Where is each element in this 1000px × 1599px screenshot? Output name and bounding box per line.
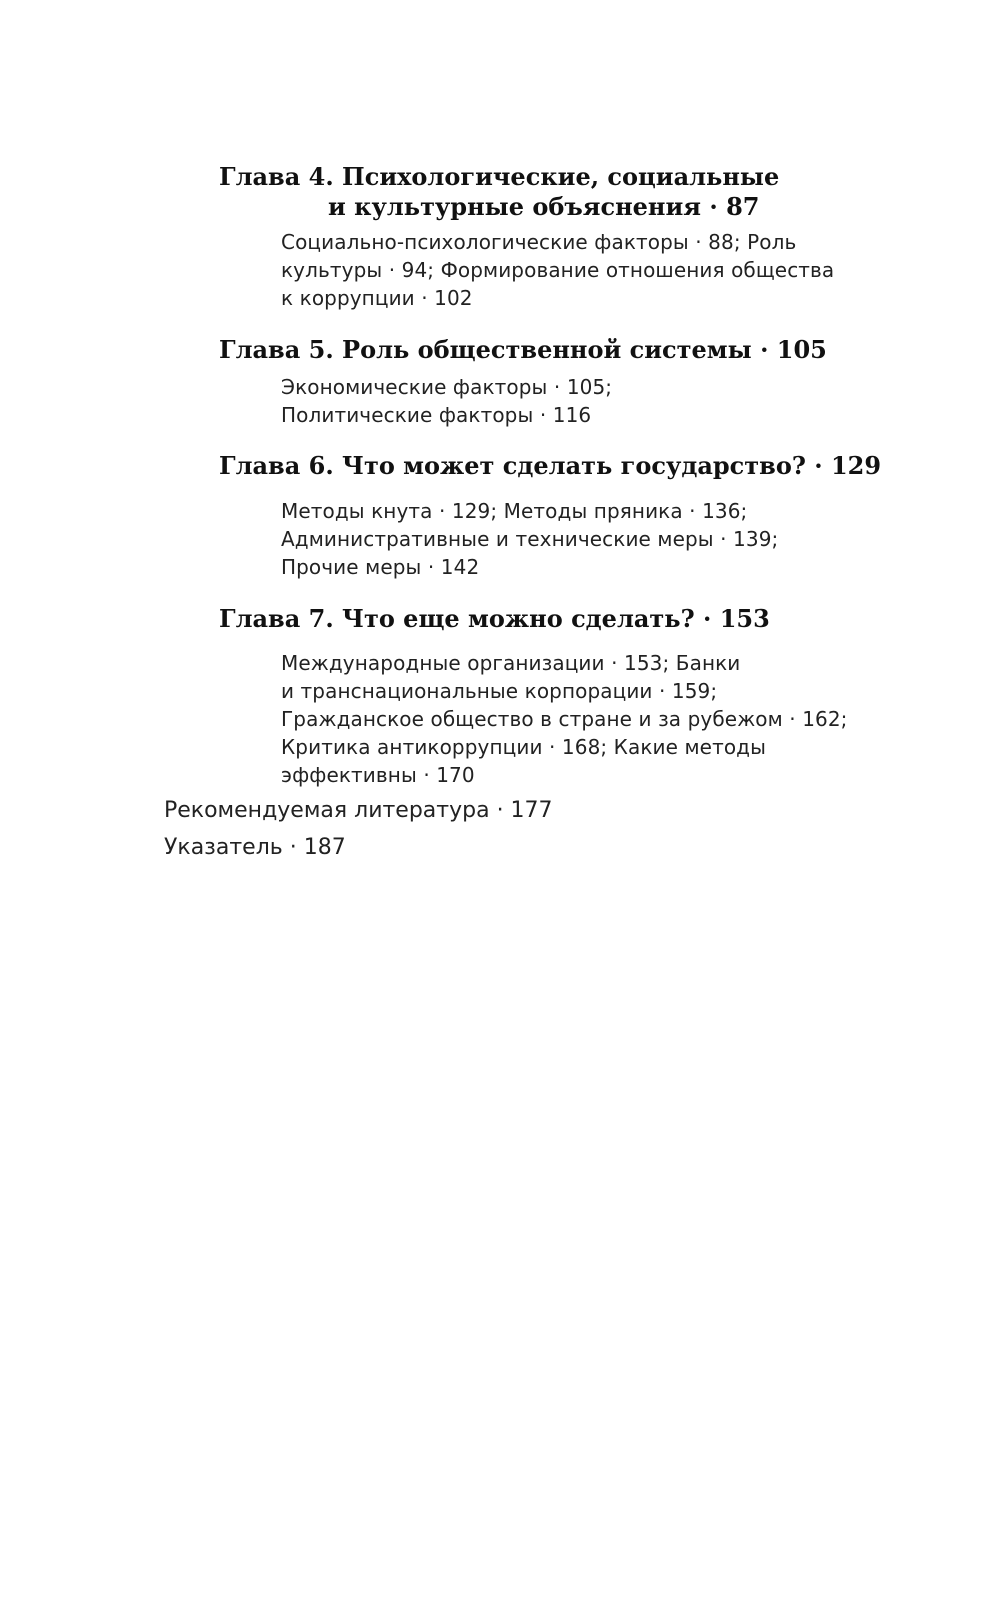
chapter-6-section-line: Административные и технические меры · 139; [281, 527, 779, 551]
backmatter-recommended-literature: Рекомендуемая литература · 177 [164, 798, 553, 823]
chapter-7-section-line: Международные организации · 153; Банки [281, 651, 741, 675]
backmatter-index: Указатель · 187 [164, 835, 346, 860]
chapter-7-section-line: эффективны · 170 [281, 763, 475, 787]
chapter-5-title-line1: Глава 5. Роль общественной системы · 105 [219, 335, 827, 364]
chapter-6-sections [281, 497, 778, 581]
chapter-6-title [219, 451, 881, 481]
chapter-7-title [219, 604, 770, 634]
chapter-6-section-line: Методы кнута · 129; Методы пряника · 136; [281, 499, 748, 523]
chapter-6-title-line1: Глава 6. Что может сделать государство? · 129 [219, 451, 882, 480]
chapter-4-section-line: культуры · 94; Формирование отношения общества [281, 258, 835, 282]
chapter-4-section-line: к коррупции · 102 [281, 286, 473, 310]
chapter-4-title-line1: Глава 4. Психологические, социальные [219, 162, 780, 191]
chapter-4-sections [281, 228, 834, 312]
chapter-4-section-line: Социально-психологические факторы · 88; Роль [281, 230, 797, 254]
chapter-4-title [219, 162, 779, 222]
chapter-5-title [219, 335, 827, 365]
chapter-5-sections [281, 373, 612, 429]
chapter-6-section-line: Прочие меры · 142 [281, 555, 480, 579]
chapter-5-section-line: Политические факторы · 116 [281, 403, 592, 427]
chapter-7-sections [281, 649, 848, 789]
chapter-7-title-line1: Глава 7. Что еще можно сделать? · 153 [219, 604, 770, 633]
chapter-7-section-line: и транснациональные корпорации · 159; [281, 679, 718, 703]
chapter-5-section-line: Экономические факторы · 105; [281, 375, 613, 399]
chapter-7-section-line: Критика антикоррупции · 168; Какие методы [281, 735, 766, 759]
chapter-4-title-line2: и культурные объяснения · 87 [328, 192, 760, 221]
chapter-7-section-line: Гражданское общество в стране и за рубежом · 162; [281, 707, 848, 731]
